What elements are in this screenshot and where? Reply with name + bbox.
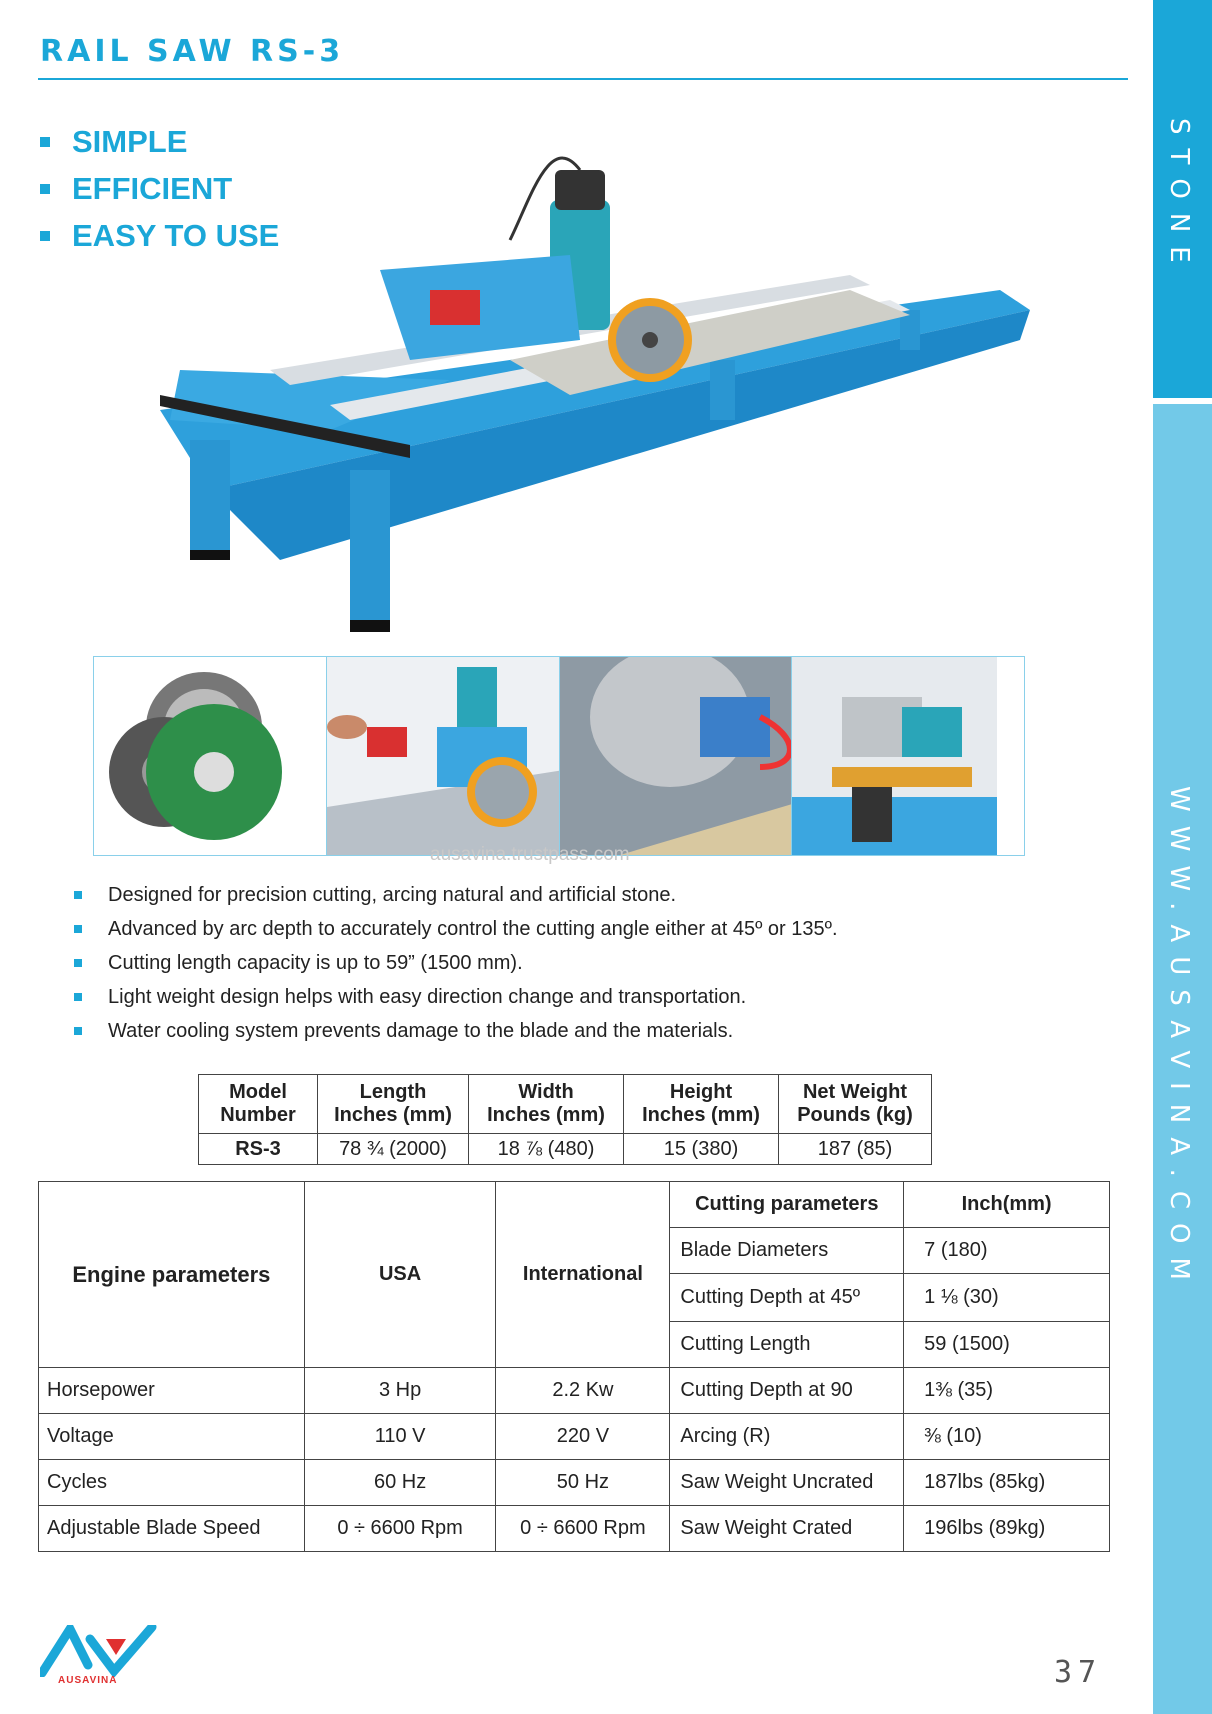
square-bullet-icon	[74, 993, 82, 1001]
square-bullet-icon	[74, 925, 82, 933]
title-divider	[38, 78, 1128, 80]
thumbnail-router-bit	[792, 657, 1024, 855]
feature-item: Light weight design helps with easy direction change and transportation.	[74, 980, 838, 1014]
feature-list	[74, 878, 838, 1048]
parameters-table: Engine parameters USA International Cutting parameters Inch(mm) Blade Diameters 7 (180) Cutting Depth at 45º 1 ⅛ (30) Cutting Length 59 (1500) Horsepower 3 Hp 2.2 Kw Cutting Depth at 90 1⅜ (35) Voltage 110 V 220 V Arcing (R) ⅜ (10) Cycles 60 Hz 50 Hz Saw Weight Uncrated 187lbs (85kg) Adjustable Blade Speed 0 ÷ 6600 Rpm 0 ÷ 6600 Rpm Saw Weight Crated 196lbs (89kg)	[38, 1181, 1110, 1552]
header-width: Width Inches (mm)	[469, 1075, 624, 1134]
table-row: Adjustable Blade Speed 0 ÷ 6600 Rpm 0 ÷ 6600 Rpm Saw Weight Crated 196lbs (89kg)	[39, 1506, 1110, 1552]
international-header: International	[496, 1182, 670, 1368]
logo-wordmark: AUSAVINA	[58, 1675, 118, 1686]
square-bullet-icon	[40, 137, 50, 147]
tagline-item: SIMPLE	[40, 118, 279, 165]
feature-item: Water cooling system prevents damage to the blade and the materials.	[74, 1014, 838, 1048]
ausavina-logo	[40, 1625, 160, 1677]
unit-header: Inch(mm)	[904, 1182, 1110, 1228]
page-number: 37	[1054, 1655, 1103, 1690]
table-row: Horsepower 3 Hp 2.2 Kw Cutting Depth at 90 1⅜ (35)	[39, 1368, 1110, 1414]
square-bullet-icon	[40, 231, 50, 241]
table-row: RS-3 78 ¾ (2000) 18 ⅞ (480) 15 (380) 187 (85)	[199, 1134, 932, 1165]
header-net-weight: Net Weight Pounds (kg)	[779, 1075, 932, 1134]
feature-item: Cutting length capacity is up to 59” (1500 mm).	[74, 946, 838, 980]
page-title: RAIL SAW RS-3	[40, 34, 345, 69]
square-bullet-icon	[40, 184, 50, 194]
usa-header: USA	[304, 1182, 496, 1368]
watermark: ausavina.trustpass.com	[430, 844, 630, 865]
tagline-item: EFFICIENT	[40, 165, 279, 212]
engine-parameters-header: Engine parameters	[39, 1182, 305, 1368]
square-bullet-icon	[74, 891, 82, 899]
thumbnail-strip	[93, 656, 1025, 856]
tagline-item: EASY TO USE	[40, 212, 279, 259]
table-row: Voltage 110 V 220 V Arcing (R) ⅜ (10)	[39, 1414, 1110, 1460]
sidebar-website: WWW.AUSAVINA.COM	[1164, 786, 1194, 1294]
rail-saw-product-image	[150, 140, 1040, 640]
square-bullet-icon	[74, 959, 82, 967]
sidebar-category: STONE	[1164, 118, 1194, 277]
table-row: Cycles 60 Hz 50 Hz Saw Weight Uncrated 187lbs (85kg)	[39, 1460, 1110, 1506]
square-bullet-icon	[74, 1027, 82, 1035]
dimensions-table	[198, 1074, 932, 1165]
feature-item: Designed for precision cutting, arcing natural and artificial stone.	[74, 878, 838, 912]
header-length: Length Inches (mm)	[318, 1075, 469, 1134]
feature-item: Advanced by arc depth to accurately control the cutting angle either at 45º or 135º.	[74, 912, 838, 946]
thumbnail-blades	[94, 657, 327, 855]
thumbnail-cutting-closeup	[560, 657, 793, 855]
cutting-parameters-header: Cutting parameters	[670, 1182, 904, 1228]
header-model: Model Number	[199, 1075, 318, 1134]
header-height: Height Inches (mm)	[624, 1075, 779, 1134]
thumbnail-saw-in-use	[327, 657, 560, 855]
